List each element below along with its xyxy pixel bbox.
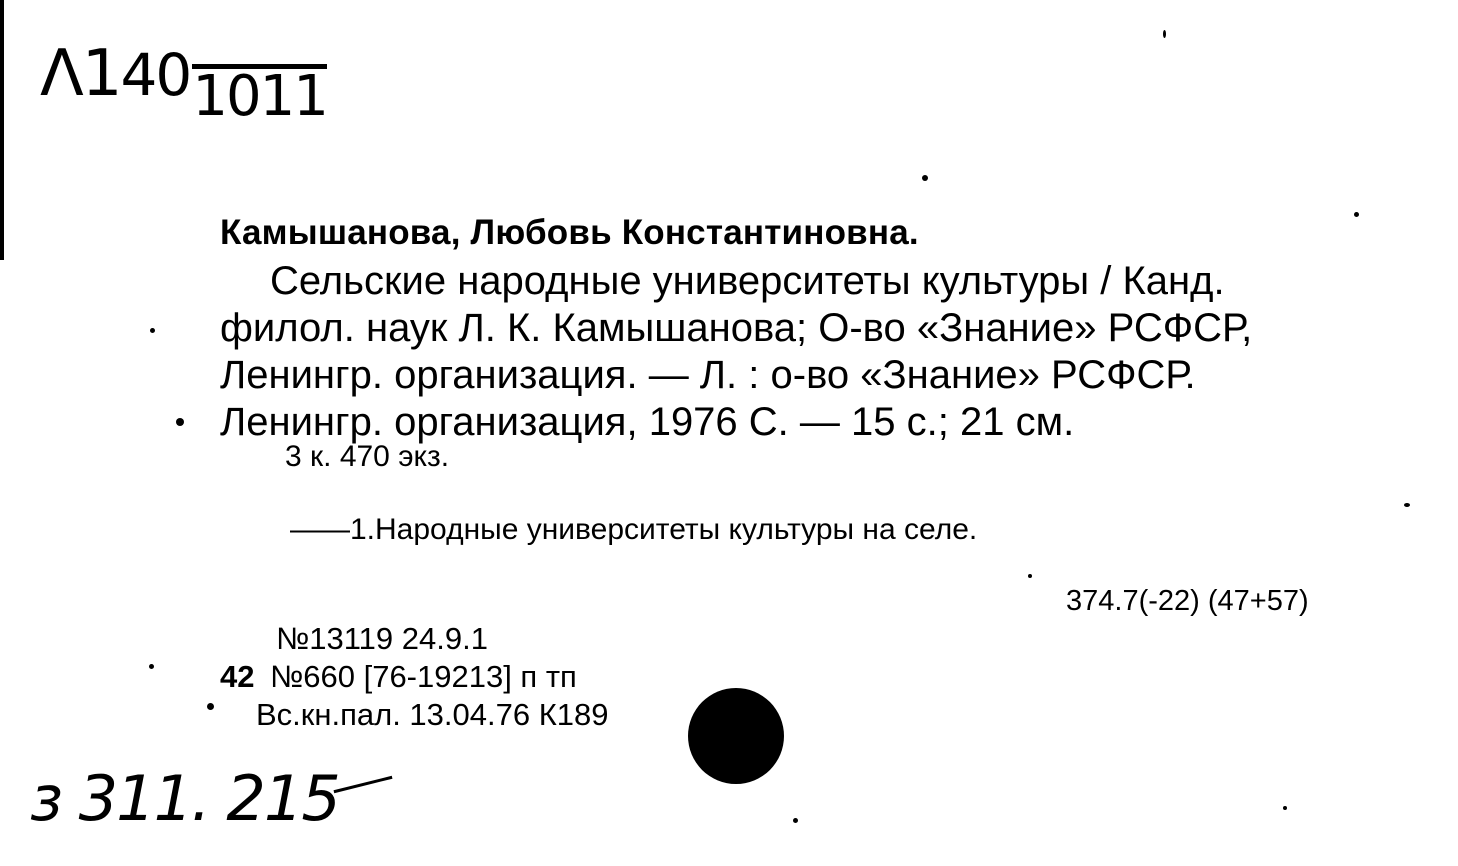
dust-speck — [1163, 30, 1166, 38]
dust-speck — [1354, 212, 1359, 217]
dust-speck — [922, 175, 928, 181]
subject-heading: ——1.Народные университеты культуры на селе. — [290, 513, 978, 546]
handwritten-inventory-text: з 311. 215 — [30, 762, 339, 835]
dust-speck — [1028, 574, 1032, 578]
punch-hole — [688, 688, 784, 784]
handwritten-inventory-number — [30, 762, 393, 835]
author-heading: Камышанова, Любовь Константиновна. — [220, 213, 919, 252]
desc-line-2: филол. наук Л. К. Камышанова; О-во «Знание» РСФСР, — [220, 306, 1253, 350]
handwritten-flourish — [333, 776, 392, 793]
registration-line-1: №13119 24.9.1 — [276, 621, 488, 656]
card-edge-mark — [0, 0, 4, 260]
desc-line-4: Ленингр. организация, 1976 С. — 15 с.; 21 см. — [220, 400, 1075, 444]
registration-line-2 — [220, 658, 609, 696]
dust-speck — [1283, 806, 1287, 810]
bibliographic-description — [220, 258, 1252, 446]
registration-number-bold: 42 — [220, 659, 255, 694]
dust-speck — [207, 703, 214, 710]
handwritten-call-number — [40, 37, 327, 129]
handwritten-call-number-main: Λ1 — [40, 37, 121, 111]
dust-speck — [150, 328, 155, 333]
dust-speck — [149, 664, 154, 669]
registration-line-2-text: №660 [76-19213] п тп — [270, 659, 577, 694]
dust-speck — [793, 818, 798, 823]
price-and-print-run: 3 к. 470 экз. — [285, 440, 450, 473]
registration-line-3: Вс.кн.пал. 13.04.76 К189 — [256, 697, 609, 732]
handwritten-call-number-sup: 40 — [120, 41, 191, 109]
desc-line-3: Ленингр. организация. — Л. : о-во «Знание» РСФСР. — [220, 353, 1196, 397]
registration-block — [220, 620, 609, 734]
handwritten-call-number-overline: 1011 — [192, 64, 327, 129]
dust-speck — [1404, 503, 1410, 507]
desc-line-1: Сельские народные университеты культуры / Канд. — [270, 259, 1225, 303]
classification-index: 374.7(-22) (47+57) — [1066, 585, 1309, 617]
dust-speck — [176, 418, 184, 426]
